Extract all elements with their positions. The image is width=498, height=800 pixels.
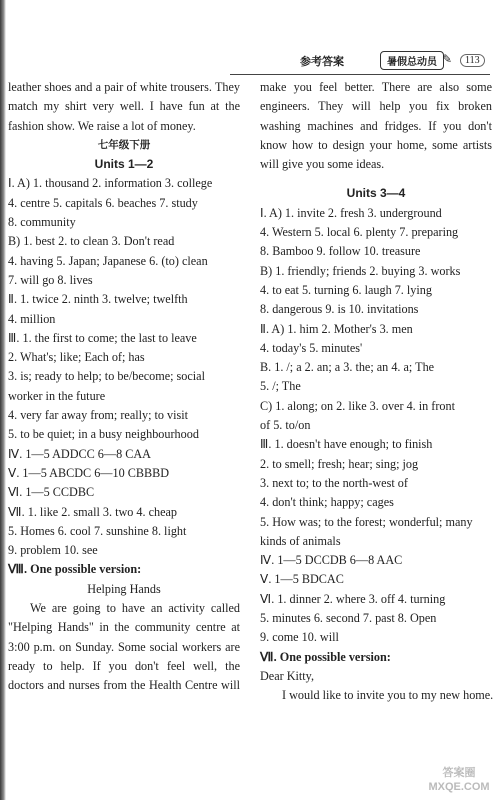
- reference-answers-label: 参考答案: [300, 55, 344, 68]
- answer-line: 5. Homes 6. cool 7. sunshine 8. light: [8, 523, 187, 538]
- watermark-logo: [428, 766, 490, 796]
- answer-line: make you feel better. There are also some: [260, 80, 492, 94]
- answer-line: B) 1. friendly; friends 2. buying 3. works: [260, 263, 461, 278]
- answer-line: fashion show. We raise a lot of money.: [8, 118, 196, 133]
- answer-line: engineers. They will help you fix broken: [260, 99, 492, 114]
- answer-line: washing machines and fridges. If you don't: [260, 118, 492, 133]
- answer-line: 2. to smell; fresh; hear; sing; jog: [260, 456, 419, 471]
- answer-line: Ⅴ. 1—5 ABCDC 6—10 CBBBD: [8, 465, 170, 480]
- answer-line: 4. million: [8, 311, 56, 326]
- pencil-mascot-icon: ✎: [442, 52, 453, 66]
- answer-line: I would like to invite you to my new home.: [282, 688, 494, 703]
- page-number: 113: [460, 54, 485, 67]
- answer-line: Ⅵ. 1. dinner 2. where 3. off 4. turning: [260, 591, 446, 606]
- answer-line: worker in the future: [8, 388, 106, 403]
- header-rule: [230, 74, 490, 75]
- answer-line: [260, 174, 492, 184]
- answer-line: Ⅷ. One possible version:: [8, 562, 142, 577]
- answer-line: 4. having 5. Japan; Japanese 6. (to) clean: [8, 253, 208, 268]
- page-header: [290, 50, 490, 74]
- answer-line: 8. community: [8, 215, 76, 230]
- answer-line: Ⅰ. A) 1. thousand 2. information 3. college: [8, 176, 213, 191]
- answer-line: 5. to be quiet; in a busy neighbourhood: [8, 427, 199, 442]
- answer-line: Ⅳ. 1—5 ADDCC 6—8 CAA: [8, 446, 151, 461]
- answer-line: Helping Hands: [87, 581, 161, 596]
- answer-line: Ⅶ. 1. like 2. small 3. two 4. cheap: [8, 504, 178, 519]
- answer-line: 5. minutes 6. second 7. past 8. Open: [260, 611, 437, 626]
- answer-line: 七年级下册: [97, 138, 151, 151]
- answer-line: Ⅲ. 1. doesn't have enough; to finish: [260, 437, 433, 452]
- answer-line: 8. Bamboo 9. follow 10. treasure: [260, 244, 421, 259]
- answer-line: of 5. to/on: [260, 418, 311, 433]
- answer-line: Ⅱ. A) 1. him 2. Mother's 3. men: [260, 321, 413, 336]
- answer-line: Ⅱ. 1. twice 2. ninth 3. twelve; twelfth: [8, 292, 188, 307]
- answer-line: 4. centre 5. capitals 6. beaches 7. study: [8, 195, 198, 210]
- answer-line: 4. Western 5. local 6. plenty 7. preparing: [260, 225, 459, 240]
- watermark-line2: MXQE.COM: [428, 781, 490, 793]
- answer-line: Ⅶ. One possible version:: [260, 649, 391, 664]
- answer-line: 2. What's; like; Each of; has: [8, 350, 145, 365]
- answer-line: ready to help. If you don't feel well, the: [8, 658, 240, 673]
- answer-line: B) 1. best 2. to clean 3. Don't read: [8, 234, 175, 249]
- answer-line: Units 1—2: [94, 157, 154, 172]
- answer-line: doctors and nurses from the Health Centre will: [8, 678, 240, 693]
- answer-line: 9. problem 10. see: [8, 543, 98, 558]
- answer-line: 3. next to; to the north-west of: [260, 475, 408, 490]
- answer-line: kinds of animals: [260, 533, 341, 548]
- answer-line: 5. How was; to the forest; wonderful; many: [260, 514, 473, 529]
- answer-line: C) 1. along; on 2. like 3. over 4. in front: [260, 398, 455, 413]
- answer-line: 3:00 p.m. on Sunday. Some social workers are: [8, 639, 240, 654]
- answer-line: "Helping Hands" in the community centre at: [8, 620, 240, 635]
- answer-line: Ⅴ. 1—5 BDCAC: [260, 572, 344, 587]
- answer-line: Ⅲ. 1. the first to come; the last to leave: [8, 330, 197, 345]
- answer-line: Dear Kitty,: [260, 668, 315, 683]
- left-column: [8, 78, 240, 696]
- answer-line: know how to design your home, some artists: [260, 137, 492, 152]
- answer-line: 4. to eat 5. turning 6. laugh 7. lying: [260, 282, 432, 297]
- right-column: [260, 78, 492, 706]
- summer-badge: 暑假总动员: [380, 51, 444, 70]
- answer-line: 7. will go 8. lives: [8, 272, 93, 287]
- answer-line: will give you some ideas.: [260, 157, 385, 172]
- answer-line: 3. is; ready to help; to be/become; social: [8, 369, 205, 384]
- answer-line: Ⅳ. 1—5 DCCDB 6—8 AAC: [260, 553, 403, 568]
- answer-line: Ⅰ. A) 1. invite 2. fresh 3. underground: [260, 205, 442, 220]
- answer-line: We are going to have an activity called: [30, 601, 240, 616]
- book-spine-shadow: [0, 0, 6, 800]
- answer-line: Ⅵ. 1—5 CCDBC: [8, 485, 95, 500]
- answer-line: 8. dangerous 9. is 10. invitations: [260, 302, 419, 317]
- watermark-line1: 答案圈: [442, 767, 476, 779]
- answer-line: 4. very far away from; really; to visit: [8, 408, 189, 423]
- answer-line: 4. today's 5. minutes': [260, 340, 363, 355]
- answer-line: match my shirt very well. I have fun at the: [8, 99, 240, 114]
- answer-line: 5. /; The: [260, 379, 301, 394]
- answer-line: leather shoes and a pair of white trousers. They: [8, 80, 240, 94]
- answer-line: Units 3—4: [346, 186, 406, 201]
- answer-line: 9. come 10. will: [260, 630, 339, 645]
- answer-line: B. 1. /; a 2. an; a 3. the; an 4. a; The: [260, 360, 435, 375]
- answer-line: 4. don't think; happy; cages: [260, 495, 394, 510]
